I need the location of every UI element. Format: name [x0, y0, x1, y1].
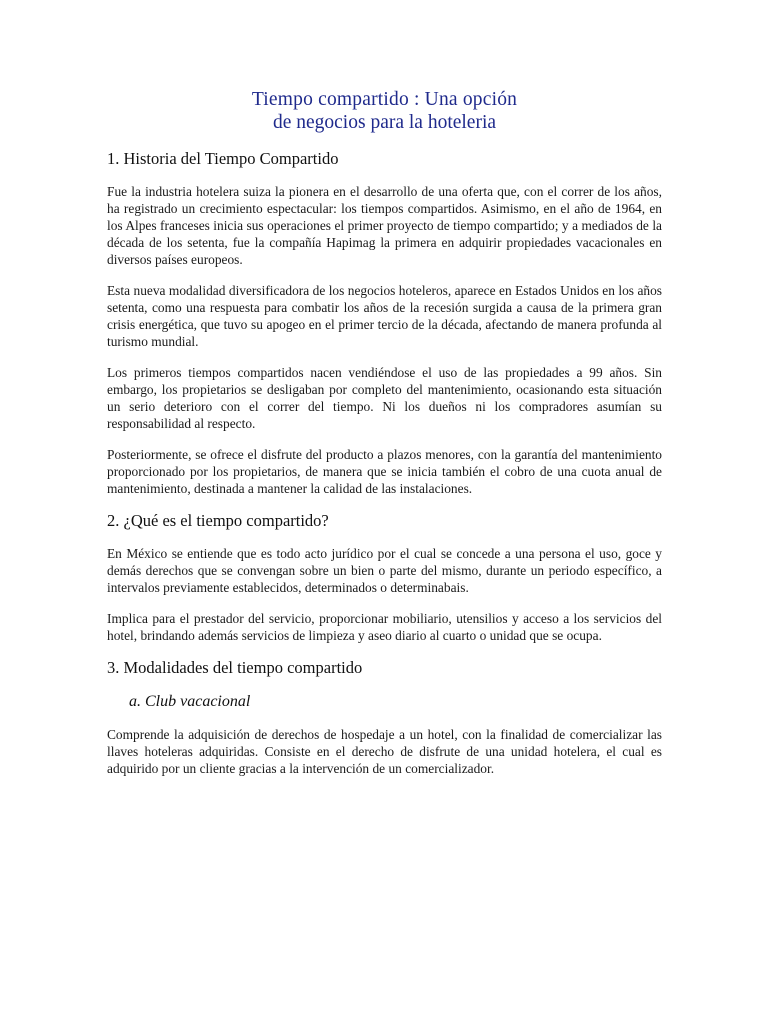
paragraph: Fue la industria hotelera suiza la pionera en el desarrollo de una oferta que, con el correr de los años, ha registrado un crecimiento espectacular: los tiempos compartidos. Asimismo, en el año de 1964, en los Alpes franceses inicia sus operaciones el primer proyecto de tiempo compartido; y a mediados de la década de los setenta, fue la compañía Hapimag la primera en adquirir propiedades vacacionales en diversos países europeos. — [107, 184, 662, 267]
section-historia — [107, 149, 662, 497]
section-heading: 2. ¿Qué es el tiempo compartido? — [107, 511, 329, 530]
paragraph: En México se entiende que es todo acto jurídico por el cual se concede a una persona el uso, goce y demás derechos que se convengan sobre un bien o parte del mismo, durante un periodo específico, a intervalos previamente establecidos, determinados o determinabais. — [107, 546, 662, 595]
title-line-2: de negocios para la hoteleria — [272, 112, 497, 133]
subsection-heading: a. Club vacacional — [129, 693, 251, 710]
title-line-1: Tiempo compartido : Una opción — [251, 89, 518, 110]
section-que-es — [107, 511, 662, 644]
document-page — [107, 88, 662, 791]
paragraph: Los primeros tiempos compartidos nacen vendiéndose el uso de las propiedades a 99 años. Sin embargo, los propietarios se desligaban por completo del mantenimiento, ocasionando esta situación un serio deterioro con el correr del tiempo. Ni los dueños ni los compradores asumían su responsabilidad al respecto. — [107, 365, 662, 431]
section-heading: 3. Modalidades del tiempo compartido — [107, 658, 363, 677]
document-title — [107, 88, 662, 134]
paragraph: Comprende la adquisición de derechos de hospedaje a un hotel, con la finalidad de comercializar las llaves hoteleras adquiridas. Consiste en el derecho de disfrute de una unidad hotelera, el cual es adquirido por un cliente gracias a la intervención de un comercializador. — [107, 727, 662, 776]
paragraph: Implica para el prestador del servicio, proporcionar mobiliario, utensilios y acceso a los servicios del hotel, brindando además servicios de limpieza y aseo diario al cuarto o unidad que se ocupa. — [107, 611, 662, 643]
section-heading: 1. Historia del Tiempo Compartido — [107, 149, 339, 168]
paragraph: Posteriormente, se ofrece el disfrute del producto a plazos menores, con la garantía del mantenimiento proporcionado por los propietarios, de manera que se inicia también el cobro de una cuota anual de mantenimiento, destinada a mantener la calidad de las instalaciones. — [107, 447, 662, 496]
section-modalidades — [107, 658, 662, 777]
paragraph: Esta nueva modalidad diversificadora de los negocios hoteleros, aparece en Estados Unidos en los años setenta, como una respuesta para combatir los años de la recesión surgida a causa de la primera gran crisis energética, que tuvo su apogeo en el primer tercio de la década, afectando de manera profunda al turismo mundial. — [107, 283, 662, 349]
